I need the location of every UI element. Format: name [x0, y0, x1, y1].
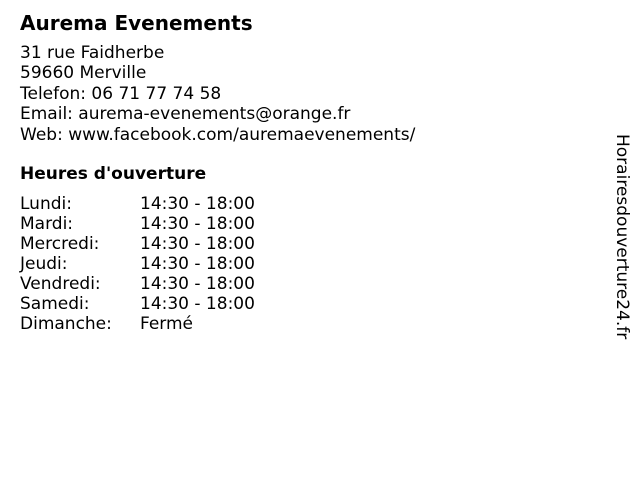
- hours-heading: Heures d'ouverture: [20, 164, 207, 184]
- day-label: Jeudi:: [20, 254, 68, 274]
- day-label: Lundi:: [20, 194, 72, 214]
- phone-line: Telefon: 06 71 77 74 58: [20, 83, 222, 104]
- address-city: 59660 Merville: [20, 63, 147, 84]
- brand-watermark: Horairesdouverture24.fr: [612, 134, 632, 340]
- contact-block: [20, 43, 415, 145]
- day-label: Mardi:: [20, 214, 74, 234]
- day-label: Mercredi:: [20, 234, 100, 254]
- web-line: Web: www.facebook.com/auremaevenements/: [20, 124, 416, 145]
- address-street: 31 rue Faidherbe: [20, 43, 165, 63]
- business-name: Aurema Evenements: [20, 11, 253, 35]
- email-line: Email: aurema-evenements@orange.fr: [20, 104, 351, 125]
- time-value: Fermé: [140, 314, 194, 334]
- time-value: 14:30 - 18:00: [140, 274, 255, 294]
- day-label: Dimanche:: [20, 314, 112, 334]
- time-value: 14:30 - 18:00: [140, 214, 255, 234]
- time-value: 14:30 - 18:00: [140, 254, 255, 274]
- time-value: 14:30 - 18:00: [140, 294, 255, 314]
- day-label: Vendredi:: [20, 274, 101, 294]
- time-value: 14:30 - 18:00: [140, 194, 255, 214]
- day-label: Samedi:: [20, 294, 90, 314]
- time-value: 14:30 - 18:00: [140, 234, 255, 254]
